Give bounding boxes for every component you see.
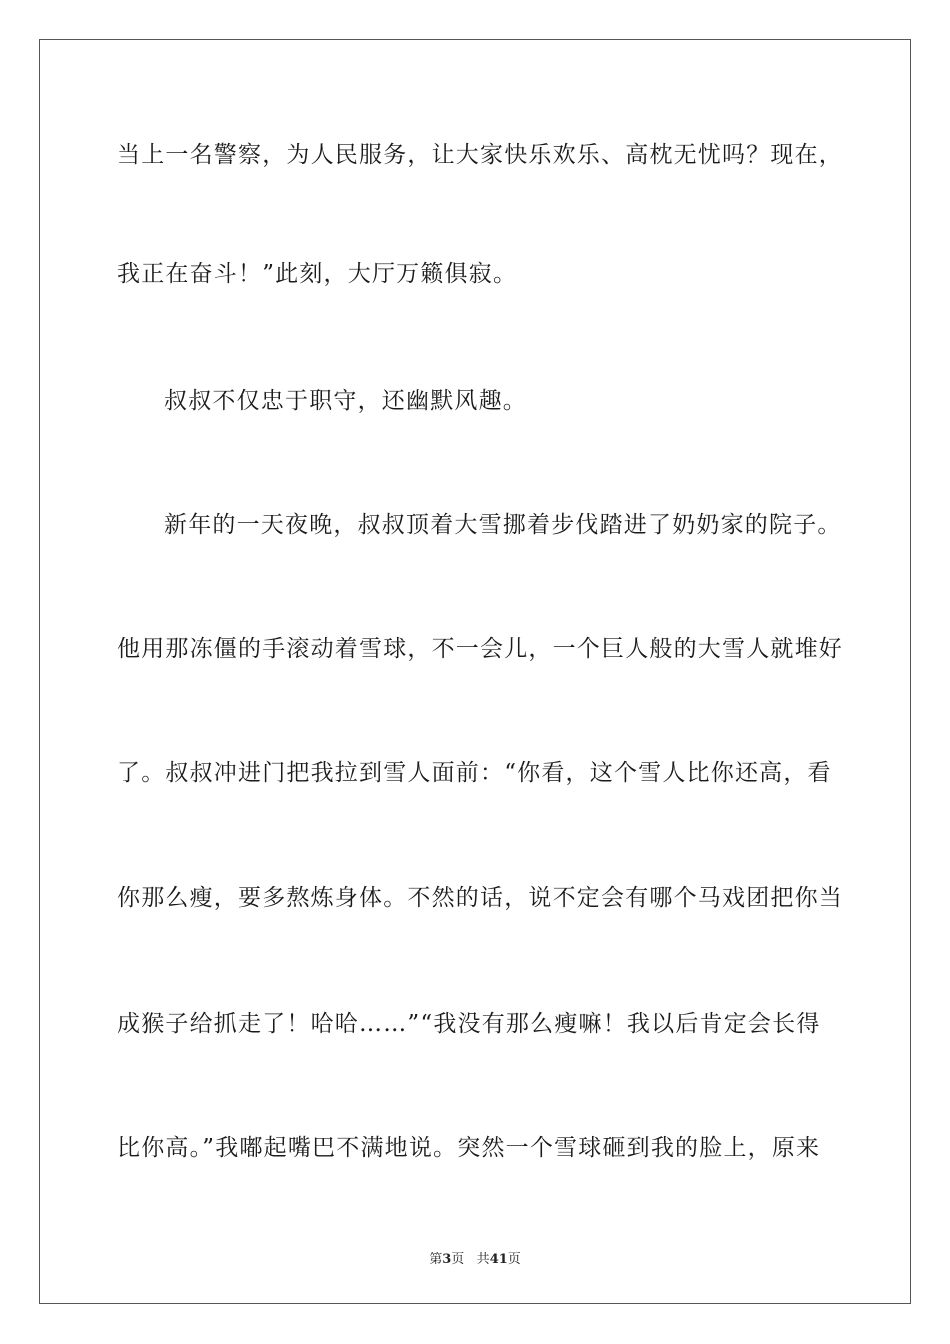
text-line-9: 比你高。”我嘟起嘴巴不满地说。突然一个雪球砸到我的脸上，原来 — [117, 1135, 821, 1161]
text-line-3: 叔叔不仅忠于职守，还幽默风趣。 — [164, 388, 527, 414]
page-footer — [0, 1248, 950, 1267]
page-suffix: 页 — [451, 1252, 465, 1267]
text-line-5: 他用那冻僵的手滚动着雪球，不一会儿，一个巨人般的大雪人就堆好 — [117, 636, 843, 662]
text-line-7: 你那么瘦，要多熬炼身体。不然的话，说不定会有哪个马戏团把你当 — [117, 885, 843, 911]
page-current: 3 — [442, 1252, 452, 1267]
text-line-1: 当上一名警察，为人民服务，让大家快乐欢乐、高枕无忧吗？现在， — [117, 142, 843, 168]
page-total: 41 — [489, 1252, 508, 1267]
total-prefix: 共 — [476, 1252, 490, 1267]
text-line-2: 我正在奋斗！”此刻，大厅万籁俱寂。 — [117, 261, 518, 287]
text-line-4: 新年的一天夜晚，叔叔顶着大雪挪着步伐踏进了奶奶家的院子。 — [164, 512, 842, 538]
text-line-6: 了。叔叔冲进门把我拉到雪人面前：“你看，这个雪人比你还高，看 — [117, 760, 832, 786]
text-line-8: 成猴子给抓走了！哈哈……”“我没有那么瘦嘛！我以后肯定会长得 — [117, 1011, 821, 1037]
total-suffix: 页 — [507, 1252, 521, 1267]
page-prefix: 第 — [429, 1252, 443, 1267]
page-border — [39, 39, 911, 1304]
